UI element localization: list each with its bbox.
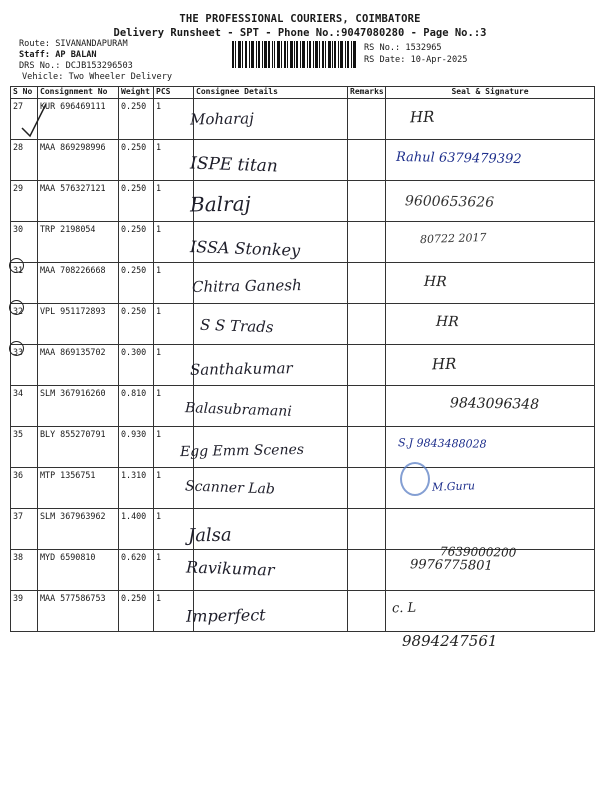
company-stamp [400, 462, 430, 496]
row-weight [119, 509, 154, 550]
row-remarks [348, 222, 386, 263]
row-weight-text: 1.310 [121, 470, 147, 480]
seal-handwriting: 9600653626 [404, 193, 495, 211]
row-consignment-no [38, 550, 119, 591]
table-row [11, 99, 595, 140]
row-sno [11, 468, 38, 509]
row-pcs [154, 222, 194, 263]
row-sno [11, 222, 38, 263]
seal-handwriting: 9976775801 [409, 557, 493, 574]
row-weight-text: 0.250 [121, 101, 147, 111]
table-row [11, 222, 595, 263]
row-pcs-text: 1 [156, 470, 162, 480]
row-sno-text: 32 [13, 306, 24, 316]
row-consignment-no [38, 304, 119, 345]
tick-mark-icon [20, 100, 50, 140]
row-pcs-text: 1 [156, 183, 162, 193]
row-weight [119, 263, 154, 304]
seal-handwriting: 9843096348 [449, 394, 540, 413]
row-sno [11, 550, 38, 591]
row-remarks [348, 345, 386, 386]
staff-label: Staff: AP BALAN [19, 50, 97, 60]
row-consignment-no-text: BLY 855270791 [40, 429, 106, 439]
row-remarks [348, 263, 386, 304]
row-remarks [348, 99, 386, 140]
row-pcs [154, 99, 194, 140]
circled-serial-mark [9, 341, 24, 356]
col-header-seal: Seal & Signature [386, 87, 595, 99]
consignee-handwriting: Chitra Ganesh [191, 276, 302, 297]
seal-handwriting: 7639000200 [439, 544, 517, 560]
consignee-handwriting: Moharaj [189, 109, 254, 129]
row-pcs [154, 345, 194, 386]
row-pcs [154, 140, 194, 181]
row-remarks [348, 468, 386, 509]
row-remarks [348, 550, 386, 591]
row-remarks [348, 140, 386, 181]
row-weight-text: 0.620 [121, 552, 147, 562]
row-weight [119, 181, 154, 222]
row-consignment-no-text: MAA 869135702 [40, 347, 106, 357]
col-header-pcs: PCS [154, 87, 194, 99]
row-pcs-text: 1 [156, 265, 162, 275]
consignee-handwriting: S S Trads [199, 315, 274, 336]
rs-date: RS Date: 10-Apr-2025 [364, 55, 468, 65]
row-seal-signature [386, 591, 595, 632]
row-pcs [154, 304, 194, 345]
row-sno-text: 28 [13, 142, 24, 152]
row-consignment-no-text: SLM 367963962 [40, 511, 106, 521]
col-header-sno: S No [11, 87, 38, 99]
row-consignment-no [38, 468, 119, 509]
row-weight [119, 591, 154, 632]
row-sno [11, 427, 38, 468]
table-row [11, 263, 595, 304]
row-consignment-no-text: MYD 6590810 [40, 552, 96, 562]
row-sno [11, 509, 38, 550]
row-pcs-text: 1 [156, 306, 162, 316]
row-sno-text: 31 [13, 265, 24, 275]
row-pcs-text: 1 [156, 347, 162, 357]
row-weight [119, 99, 154, 140]
route-label: Route: SIVANANDAPURAM [19, 39, 128, 49]
consignee-handwriting: Jalsa [187, 524, 232, 547]
vehicle-label: Vehicle: Two Wheeler Delivery [22, 72, 173, 82]
consignee-handwriting: Imperfect [185, 605, 266, 626]
row-consignment-no [38, 386, 119, 427]
row-seal-signature [386, 304, 595, 345]
seal-handwriting: HR [435, 313, 459, 330]
seal-handwriting: HR [409, 107, 435, 127]
row-weight [119, 222, 154, 263]
row-sno-text: 27 [13, 101, 24, 111]
row-weight-text: 0.250 [121, 593, 147, 603]
row-consignment-no-text: VPL 951172893 [40, 306, 106, 316]
row-pcs [154, 181, 194, 222]
row-consignment-no [38, 222, 119, 263]
row-seal-signature [386, 509, 595, 550]
consignee-handwriting: Santhakumar [189, 358, 293, 379]
row-pcs [154, 263, 194, 304]
row-weight [119, 140, 154, 181]
row-weight-text: 0.250 [121, 142, 147, 152]
row-weight [119, 427, 154, 468]
row-consignment-no [38, 591, 119, 632]
row-sno [11, 181, 38, 222]
seal-handwriting: M.Guru [431, 479, 476, 494]
row-remarks [348, 591, 386, 632]
row-seal-signature [386, 263, 595, 304]
row-sno-text: 33 [13, 347, 24, 357]
row-consignment-no-text: MAA 576327121 [40, 183, 106, 193]
row-sno-text: 29 [13, 183, 24, 193]
row-weight-text: 0.930 [121, 429, 147, 439]
row-consignment-no [38, 345, 119, 386]
row-consignment-no [38, 427, 119, 468]
row-consignment-no-text: TRP 2198054 [40, 224, 96, 234]
col-header-consignment: Consignment No [38, 87, 119, 99]
row-weight-text: 0.250 [121, 224, 147, 234]
row-consignment-no [38, 509, 119, 550]
row-consignment-no-text: MAA 708226668 [40, 265, 106, 275]
row-pcs-text: 1 [156, 224, 162, 234]
row-weight [119, 550, 154, 591]
seal-handwriting: 80722 2017 [419, 231, 487, 247]
seal-handwriting: HR [431, 354, 457, 374]
row-weight [119, 345, 154, 386]
row-consignment-no-text: MTP 1356751 [40, 470, 96, 480]
row-sno-text: 39 [13, 593, 24, 603]
table-row [11, 181, 595, 222]
row-weight-text: 0.250 [121, 183, 147, 193]
row-pcs-text: 1 [156, 142, 162, 152]
sheet-subtitle: Delivery Runsheet - SPT - Phone No.:9047080280 - Page No.:3 [113, 27, 487, 39]
row-sno [11, 386, 38, 427]
row-consignment-no-text: MAA 577586753 [40, 593, 106, 603]
table-row [11, 468, 595, 509]
barcode-image [232, 41, 358, 68]
seal-handwriting: Rahul 6379479392 [395, 149, 522, 168]
consignee-handwriting: ISPE titan [189, 153, 279, 177]
row-pcs-text: 1 [156, 429, 162, 439]
row-consignment-no-text: MAA 869298996 [40, 142, 106, 152]
consignee-handwriting: ISSA Stonkey [189, 237, 301, 261]
table-row [11, 304, 595, 345]
table-header-row [11, 87, 595, 99]
row-weight-text: 1.400 [121, 511, 147, 521]
consignee-handwriting: Balraj [189, 191, 251, 217]
table-row [11, 509, 595, 550]
row-sno-text: 38 [13, 552, 24, 562]
sheet-title: THE PROFESSIONAL COURIERS, COIMBATORE [179, 13, 421, 25]
row-consignment-no [38, 140, 119, 181]
table-row [11, 345, 595, 386]
row-weight-text: 0.810 [121, 388, 147, 398]
row-pcs-text: 1 [156, 511, 162, 521]
consignee-handwriting: Egg Emm Scenes [179, 441, 305, 460]
row-weight [119, 304, 154, 345]
row-pcs-text: 1 [156, 552, 162, 562]
row-sno-text: 36 [13, 470, 24, 480]
row-remarks [348, 427, 386, 468]
col-header-remarks: Remarks [348, 87, 386, 99]
rs-number: RS No.: 1532965 [364, 43, 442, 53]
row-consignment-no [38, 181, 119, 222]
row-weight [119, 468, 154, 509]
row-consignment-no-text: SLM 367916260 [40, 388, 106, 398]
row-sno [11, 140, 38, 181]
row-seal-signature [386, 222, 595, 263]
col-header-weight: Weight [119, 87, 154, 99]
row-sno-text: 34 [13, 388, 24, 398]
row-consignment-no [38, 263, 119, 304]
row-sno [11, 591, 38, 632]
footer-handwritten-phone: 9894247561 [402, 632, 498, 650]
row-pcs-text: 1 [156, 388, 162, 398]
seal-handwriting: c. L [391, 600, 417, 617]
row-pcs-text: 1 [156, 101, 162, 111]
row-sno-text: 30 [13, 224, 24, 234]
row-remarks [348, 509, 386, 550]
row-weight [119, 386, 154, 427]
row-sno-text: 37 [13, 511, 24, 521]
row-consignment-no-text: KUR 696469111 [40, 101, 106, 111]
seal-handwriting: S.J 9843488028 [397, 436, 487, 451]
row-sno-text: 35 [13, 429, 24, 439]
row-remarks [348, 386, 386, 427]
drs-number: DRS No.: DCJB153296503 [19, 61, 133, 71]
row-pcs-text: 1 [156, 593, 162, 603]
consignee-handwriting: Balasubramani [184, 399, 293, 420]
consignee-handwriting: Scanner Lab [184, 478, 276, 498]
consignee-handwriting: Ravikumar [185, 557, 275, 580]
row-weight-text: 0.250 [121, 265, 147, 275]
row-seal-signature [386, 345, 595, 386]
row-remarks [348, 181, 386, 222]
col-header-consignee: Consignee Details [194, 87, 348, 99]
row-weight-text: 0.250 [121, 306, 147, 316]
table-row [11, 591, 595, 632]
row-remarks [348, 304, 386, 345]
row-weight-text: 0.300 [121, 347, 147, 357]
circled-serial-mark [9, 300, 24, 315]
seal-handwriting: HR [423, 274, 447, 291]
